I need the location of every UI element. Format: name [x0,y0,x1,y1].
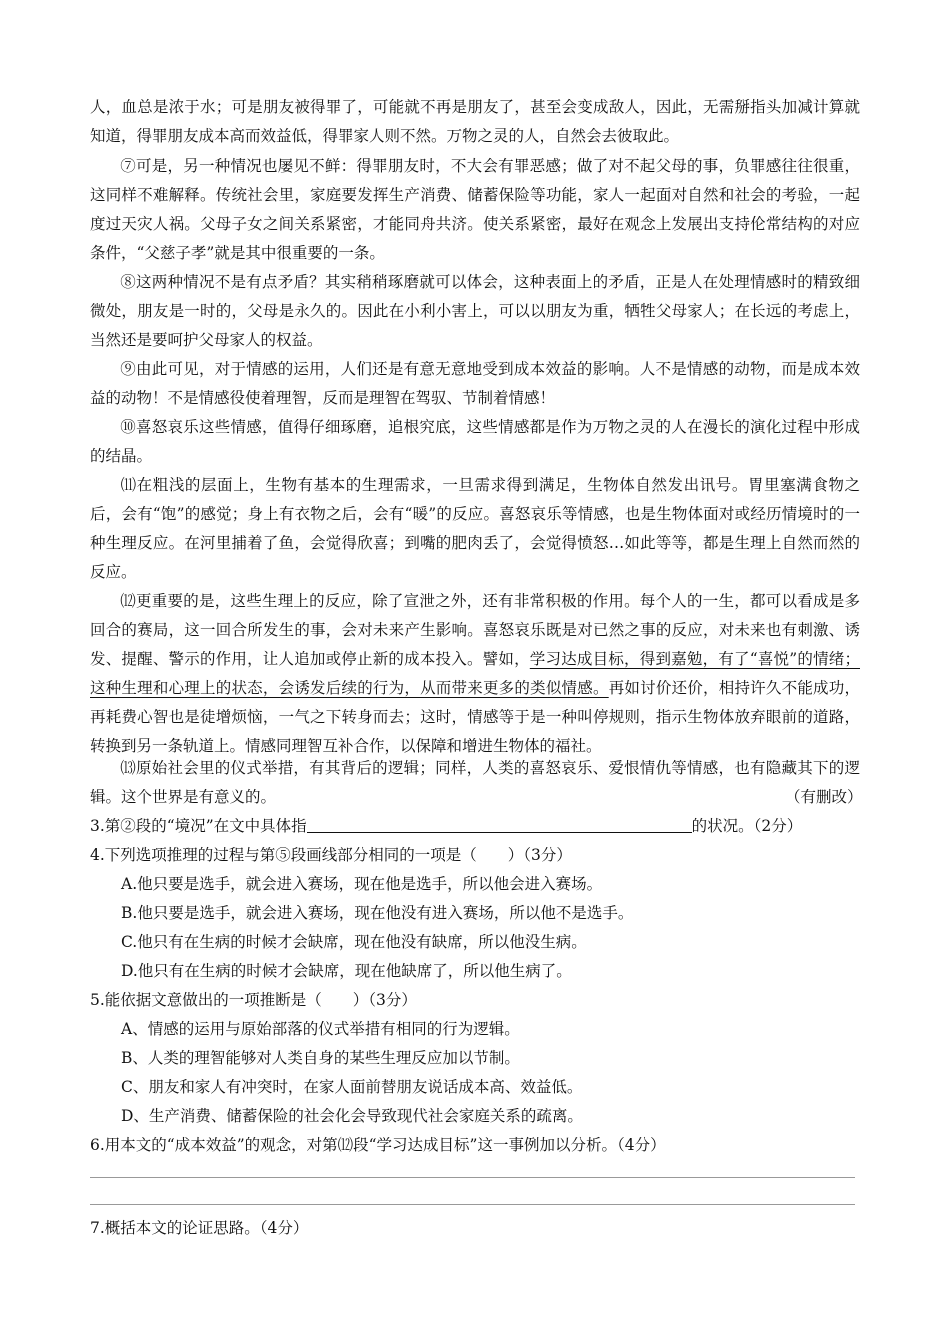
question-4-option-d: D.他只有在生病的时候才会缺席，现在他缺席了，所以他生病了。 [121,962,572,980]
answer-blank[interactable] [307,814,692,833]
source-note: （有删改） [785,788,863,806]
paragraph-10: ⑩喜怒哀乐这些情感，值得仔细琢磨，追根究底，这些情感都是作为万物之灵的人在漫长的演化过程中形成的结晶。 [90,418,860,465]
question-4-option-a: A.他只要是选手，就会进入赛场，现在他是选手，所以他会进入赛场。 [121,875,603,893]
question-4-option-c: C.他只有在生病的时候才会缺席，现在他没有缺席，所以他没生病。 [121,933,587,951]
question-6: 6.用本文的“成本效益”的观念，对第⑿段“学习达成目标”这一事例加以分析。（4分） [90,1136,666,1154]
paragraph-6-continued: 人，血总是浓于水；可是朋友被得罪了，可能就不再是朋友了，甚至会变成敌人，因此，无需掰指头加减计算就知道，得罪朋友成本高而效益低，得罪家人则不然。万物之灵的人，自然会去彼取此。 [90,98,860,145]
paragraph-8: ⑧这两种情况不是有点矛盾？其实稍稍琢磨就可以体会，这种表面上的矛盾，正是人在处理情感时的精致细微处，朋友是一时的，父母是永久的。因此在小利小害上，可以以朋友为重，牺牲父母家人；在长远的考虑上，当然还是要呵护父母家人的权益。 [90,273,860,349]
question-4-option-b: B.他只要是选手，就会进入赛场，现在他没有进入赛场，所以他不是选手。 [121,904,634,922]
question-3: 3.第②段的“境况”在文中具体指 的状况。（2分） [90,812,860,841]
question-5-option-c: C、朋友和家人有冲突时，在家人面前替朋友说话成本高、效益低。 [121,1078,583,1096]
paragraph-12: ⑿更重要的是，这些生理上的反应，除了宣泄之外，还有非常积极的作用。每个人的一生，都可以看成是多回合的赛局，这一回合所发生的事，会对未来产生影响。喜怒哀乐既是对已然之事的反应，对未来也有刺激、诱发、提醒、警示的作用，让人追加或停止新的成本投入。譬如，学习达成目标，得到嘉勉，有了“喜悦”的情绪；这种生理和心理上的状态，会诱发后续的行为，从而带来更多的类似情感。再如讨价还价，相持许久不能成功，再耗费心智也是徒增烦恼，一气之下转身而去；这时，情感等于是一种叫停规则，指示生物体放弃眼前的道路，转换到另一条轨道上。情感同理智互补合作，以保障和增进生物体的福社。 [90,592,860,755]
paragraph-13: ⒀原始社会里的仪式举措，有其背后的逻辑；同样，人类的喜怒哀乐、爱恨情仇等情感，也有隐藏其下的逻辑。这个世界是有意义的。 [90,759,860,806]
question-5-stem: 5.能依据文意做出的一项推断是（ ）（3分） [90,991,417,1009]
paragraph-11: ⑾在粗浅的层面上，生物有基本的生理需求，一旦需求得到满足，生物体自然发出讯号。胃里塞满食物之后，会有“饱”的感觉；身上有衣物之后，会有“暖”的反应。喜怒哀乐等情感，也是生物体面对或经历情境时的一种生理反应。在河里捕着了鱼，会觉得欣喜；到嘴的肥肉丢了，会觉得愤怒…如此等等，都是生理上自然而然的反应。 [90,476,860,581]
paragraph-9: ⑨由此可见，对于情感的运用，人们还是有意无意地受到成本效益的影响。人不是情感的动物，而是成本效益的动物！不是情感役使着理智，反而是理智在驾驭、节制着情感！ [90,360,860,407]
question-5-option-a: A、情感的运用与原始部落的仪式举措有相同的行为逻辑。 [121,1020,520,1038]
underlined-passage: 学习达成目标，得到嘉勉，有了“喜悦”的情绪；这种生理和心理上的状态，会诱发后续的行为，从而带来更多的类似情感。 [90,650,860,697]
question-5-option-d: D、生产消费、储蓄保险的社会化会导致现代社会家庭关系的疏离。 [121,1107,583,1125]
answer-line-1[interactable] [90,1177,855,1178]
answer-line-2[interactable] [90,1204,855,1205]
question-5-option-b: B、人类的理智能够对人类自身的某些生理反应加以节制。 [121,1049,520,1067]
paragraph-7: ⑦可是，另一种情况也屡见不鲜：得罪朋友时，不大会有罪恶感；做了对不起父母的事，负罪感往往很重，这同样不难解释。传统社会里，家庭要发挥生产消费、储蓄保险等功能，家人一起面对自然和社会的考验，一起度过天灾人祸。父母子女之间关系紧密，才能同舟共济。使关系紧密，最好在观念上发展出支持伦常结构的对应条件，“父慈子孝”就是其中很重要的一条。 [90,157,860,262]
question-7: 7.概括本文的论证思路。（4分） [90,1219,309,1237]
question-4-stem: 4.下列选项推理的过程与第⑤段画线部分相同的一项是（ ）（3分） [90,846,572,864]
